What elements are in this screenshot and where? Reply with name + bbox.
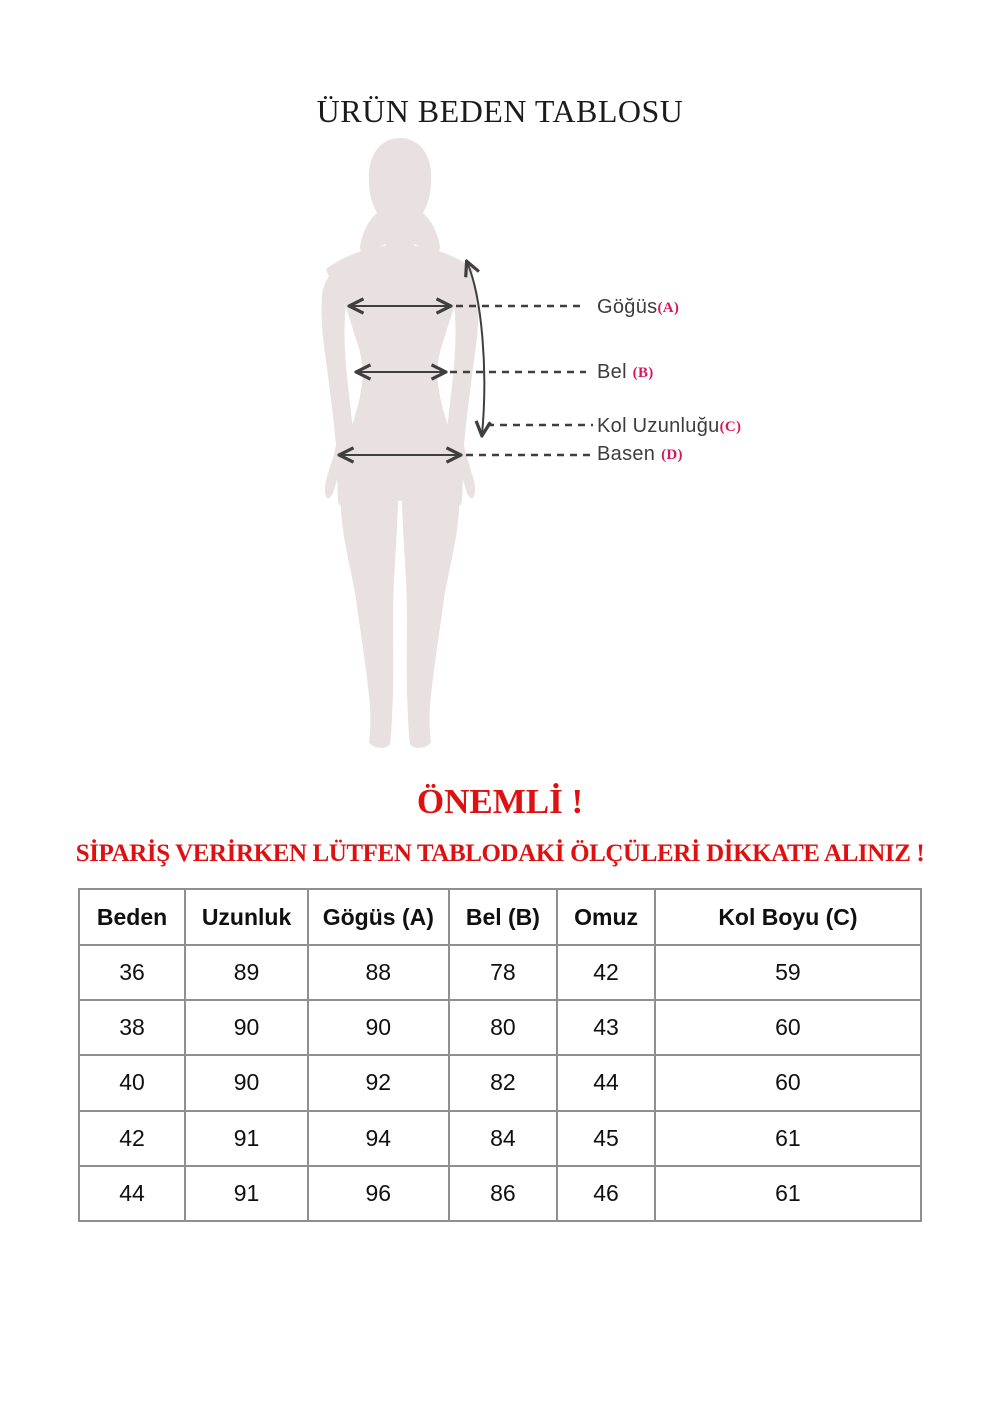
waist-label-code: (B) <box>632 365 654 381</box>
important-heading: ÖNEMLİ ! <box>416 782 584 821</box>
size-table-row <box>79 1000 921 1055</box>
size-cell: 60 <box>655 1000 921 1055</box>
size-cell: 92 <box>308 1055 449 1110</box>
size-cell: 61 <box>655 1166 921 1221</box>
waist-label-text: Bel <box>597 361 633 383</box>
size-table-header-row <box>79 889 921 945</box>
arm-length-label <box>597 413 741 439</box>
size-cell: 61 <box>655 1111 921 1166</box>
size-cell: 80 <box>449 1000 558 1055</box>
size-cell: 90 <box>308 1000 449 1055</box>
size-cell: 84 <box>449 1111 558 1166</box>
size-cell: 89 <box>185 945 308 1000</box>
size-cell: 60 <box>655 1055 921 1110</box>
size-cell: 90 <box>185 1000 308 1055</box>
size-cell: 96 <box>308 1166 449 1221</box>
size-cell: 42 <box>79 1111 185 1166</box>
size-col-header: Uzunluk <box>185 889 308 945</box>
size-cell: 45 <box>557 1111 655 1166</box>
size-cell: 42 <box>557 945 655 1000</box>
size-cell: 91 <box>185 1111 308 1166</box>
size-col-header: Bel (B) <box>449 889 558 945</box>
size-col-header: Beden <box>79 889 185 945</box>
size-cell: 94 <box>308 1111 449 1166</box>
chest-label-code: (A) <box>657 300 680 316</box>
chest-label-text: Göğüs <box>597 296 658 318</box>
hip-label <box>597 441 683 467</box>
size-cell: 59 <box>655 945 921 1000</box>
size-cell: 90 <box>185 1055 308 1110</box>
size-table-row <box>79 1166 921 1221</box>
size-cell: 78 <box>449 945 558 1000</box>
size-cell: 91 <box>185 1166 308 1221</box>
size-cell: 36 <box>79 945 185 1000</box>
size-col-header: Gögüs (A) <box>308 889 449 945</box>
right-leg-shape <box>402 473 460 748</box>
size-cell: 40 <box>79 1055 185 1110</box>
hip-label-text: Basen <box>597 443 662 465</box>
size-col-header: Omuz <box>557 889 655 945</box>
arm-length-label-text: Kol Uzunluğu <box>597 415 720 437</box>
warning-note: SİPARİŞ VERİRKEN LÜTFEN TABLODAKİ ÖLÇÜLERİ DİKKATE ALINIZ ! <box>75 840 925 867</box>
size-table-row <box>79 945 921 1000</box>
size-table <box>78 888 922 1222</box>
size-cell: 88 <box>308 945 449 1000</box>
size-cell: 44 <box>79 1166 185 1221</box>
page-title: ÜRÜN BEDEN TABLOSU <box>316 93 684 130</box>
size-col-header: Kol Boyu (C) <box>655 889 921 945</box>
size-table-row <box>79 1055 921 1110</box>
size-cell: 46 <box>557 1166 655 1221</box>
size-table-row <box>79 1111 921 1166</box>
left-leg-shape <box>340 473 398 748</box>
size-cell: 86 <box>449 1166 558 1221</box>
size-cell: 38 <box>79 1000 185 1055</box>
hip-label-code: (D) <box>661 447 683 463</box>
arm-length-label-code: (C) <box>719 419 742 435</box>
waist-label <box>597 359 654 385</box>
chest-label <box>597 294 679 320</box>
size-cell: 43 <box>557 1000 655 1055</box>
female-silhouette <box>321 138 478 748</box>
size-cell: 82 <box>449 1055 558 1110</box>
size-cell: 44 <box>557 1055 655 1110</box>
